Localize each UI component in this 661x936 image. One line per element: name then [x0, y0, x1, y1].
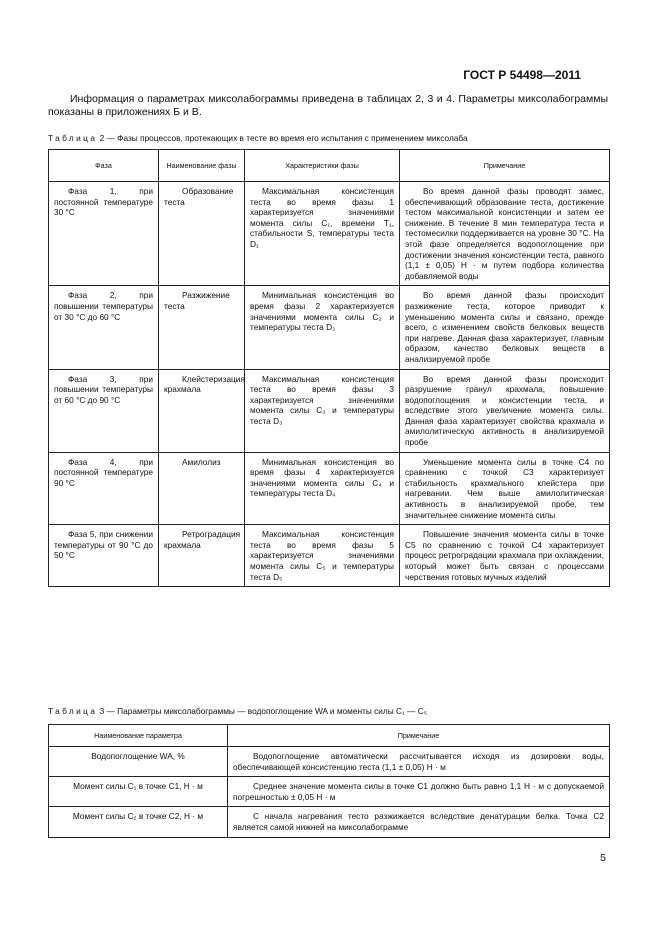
note-cell: Среднее значение момента силы в точке С1 должно быть равно 1,1 Н · м с допускаемой погрешностью ± 0,05 Н · м — [228, 777, 610, 807]
parameter-cell: Момент силы C₁ в точке С1, Н · м — [49, 777, 228, 807]
table2-caption-prefix: Таблица — [48, 133, 98, 143]
note-cell: С начала нагревания тесто разжижается вследствие денатурации белка. Точка С2 является самой нижней на миксолабограмме — [228, 807, 610, 837]
table2-header-row — [49, 150, 610, 182]
phase-cell: Фаза 1, при постоянной температуре 30 °С — [49, 182, 159, 286]
table2-header-phase: Фаза — [49, 150, 159, 182]
table2-caption — [48, 133, 468, 143]
phase-name-cell: Разжижение теста — [159, 286, 245, 369]
table-parameters — [48, 724, 610, 838]
table2-header-characteristics: Характеристики фазы — [245, 150, 400, 182]
table2-header-note: Примечание — [400, 150, 610, 182]
table3-header-row — [49, 725, 610, 747]
parameter-cell: Момент силы C₂ в точке С2, Н · м — [49, 807, 228, 837]
note-cell: Повышение значения момента силы в точке С5 по сравнению с точкой С4 характеризует процесс ретроградации крахмала при охлаждении, который может быть связан с процессами черствения готовых мучных изделий — [400, 525, 610, 587]
table3-caption-prefix: Таблица — [48, 706, 98, 716]
characteristics-cell: Минимальная консистенция во время фазы 2 характеризуется значениями момента силы C₂ и температуры теста D₂ — [245, 286, 400, 369]
table-row — [49, 182, 610, 286]
standard-number: ГОСТ Р 54498—2011 — [463, 68, 581, 82]
parameter-cell: Водопоглощение WA, % — [49, 747, 228, 777]
table3-caption — [48, 706, 427, 716]
note-cell: Во время данной фазы происходит разжижение теста, которое приводит к уменьшению момента силы и связано, прежде всего, с изменением свойств белковых веществ при нагреве. Данная фаза характеризует, главным образом, качество белковых веществ в анализируемой пробе — [400, 286, 610, 369]
table-row — [49, 747, 610, 777]
table3-header-note: Примечание — [228, 725, 610, 747]
phase-name-cell: Ретроградация крахмала — [159, 525, 245, 587]
note-cell: Уменьшение момента силы в точке С4 по сравнению с точкой С3 характеризует стабильность крахмального клейстера при нагревании. Чем выше амилолитическая активность в анализируемой пробе, тем значительнее снижение момента силы — [400, 452, 610, 525]
page-number: 5 — [600, 852, 606, 864]
table-phases — [48, 149, 610, 587]
table-row — [49, 525, 610, 587]
phase-cell: Фаза 4, при постоянной температуре 90 °С — [49, 452, 159, 525]
table-row — [49, 369, 610, 452]
note-cell: Во время данной фазы происходит разрушение гранул крахмала, повышение водопоглощения и консистенции теста, и вследствие этого увеличение момента силы. Данная фаза характеризует свойства крахмала и амилолитическую активность в анализируемой пробе — [400, 369, 610, 452]
note-cell: Водопоглощение автоматически рассчитывается исходя из дозировки воды, обеспечивающей консистенцию теста (1,1 ± 0,05) Н · м — [228, 747, 610, 777]
phase-cell: Фаза 3, при повышении температуры от 60 °С до 90 °С — [49, 369, 159, 452]
phase-name-cell: Клейстеризация крахмала — [159, 369, 245, 452]
phase-name-cell: Образование теста — [159, 182, 245, 286]
table3-header-param: Наименование параметра — [49, 725, 228, 747]
phase-name-cell: Амилолиз — [159, 452, 245, 525]
table-row — [49, 807, 610, 837]
table2-header-name: Наименование фазы — [159, 150, 245, 182]
phase-cell: Фаза 2, при повышении температуры от 30 °С до 60 °С — [49, 286, 159, 369]
table-row — [49, 286, 610, 369]
table3-caption-text: 3 — Параметры миксолабограммы — водопоглощение WA и моменты силы C₁ — C₅ — [99, 706, 428, 716]
note-cell: Во время данной фазы проводят замес, обеспечивающий образование теста, достижение тестом максимальной консистенции и затем ее снижение. В течение 8 мин температура теста и тестомесилки поддерживается на уровне 30 °С. На этой фазе определяется водопоглощение при достижении значения консистенции теста, равного (1,1 ± 0,05) Н · м путем подбора количества добавляемой воды — [400, 182, 610, 286]
table2-caption-text: 2 — Фазы процессов, протекающих в тесте во время его испытания с применением миксолаба — [99, 133, 468, 143]
characteristics-cell: Максимальная консистенция теста во время фазы 3 характеризуется значениями момента силы C₃ и температуры теста D₃ — [245, 369, 400, 452]
table-row — [49, 452, 610, 525]
phase-cell: Фаза 5, при снижении температуры от 90 °С до 50 °С — [49, 525, 159, 587]
characteristics-cell: Минимальная консистенция во время фазы 4 характеризуется значениями момента силы C₄ и температуры теста D₄ — [245, 452, 400, 525]
table-row — [49, 777, 610, 807]
characteristics-cell: Максимальная консистенция теста во время фазы 5 характеризуется значениями момента силы C₅ и температуры теста D₅ — [245, 525, 400, 587]
intro-paragraph: Информация о параметрах миксолабограммы приведена в таблицах 2, 3 и 4. Параметры миксолабограммы показаны в приложениях Б и В. — [48, 93, 608, 118]
characteristics-cell: Максимальная консистенция теста во время фазы 1 характеризуется значениями момента силы C₁, времени T₁, стабильности S, температуры теста D₁ — [245, 182, 400, 286]
